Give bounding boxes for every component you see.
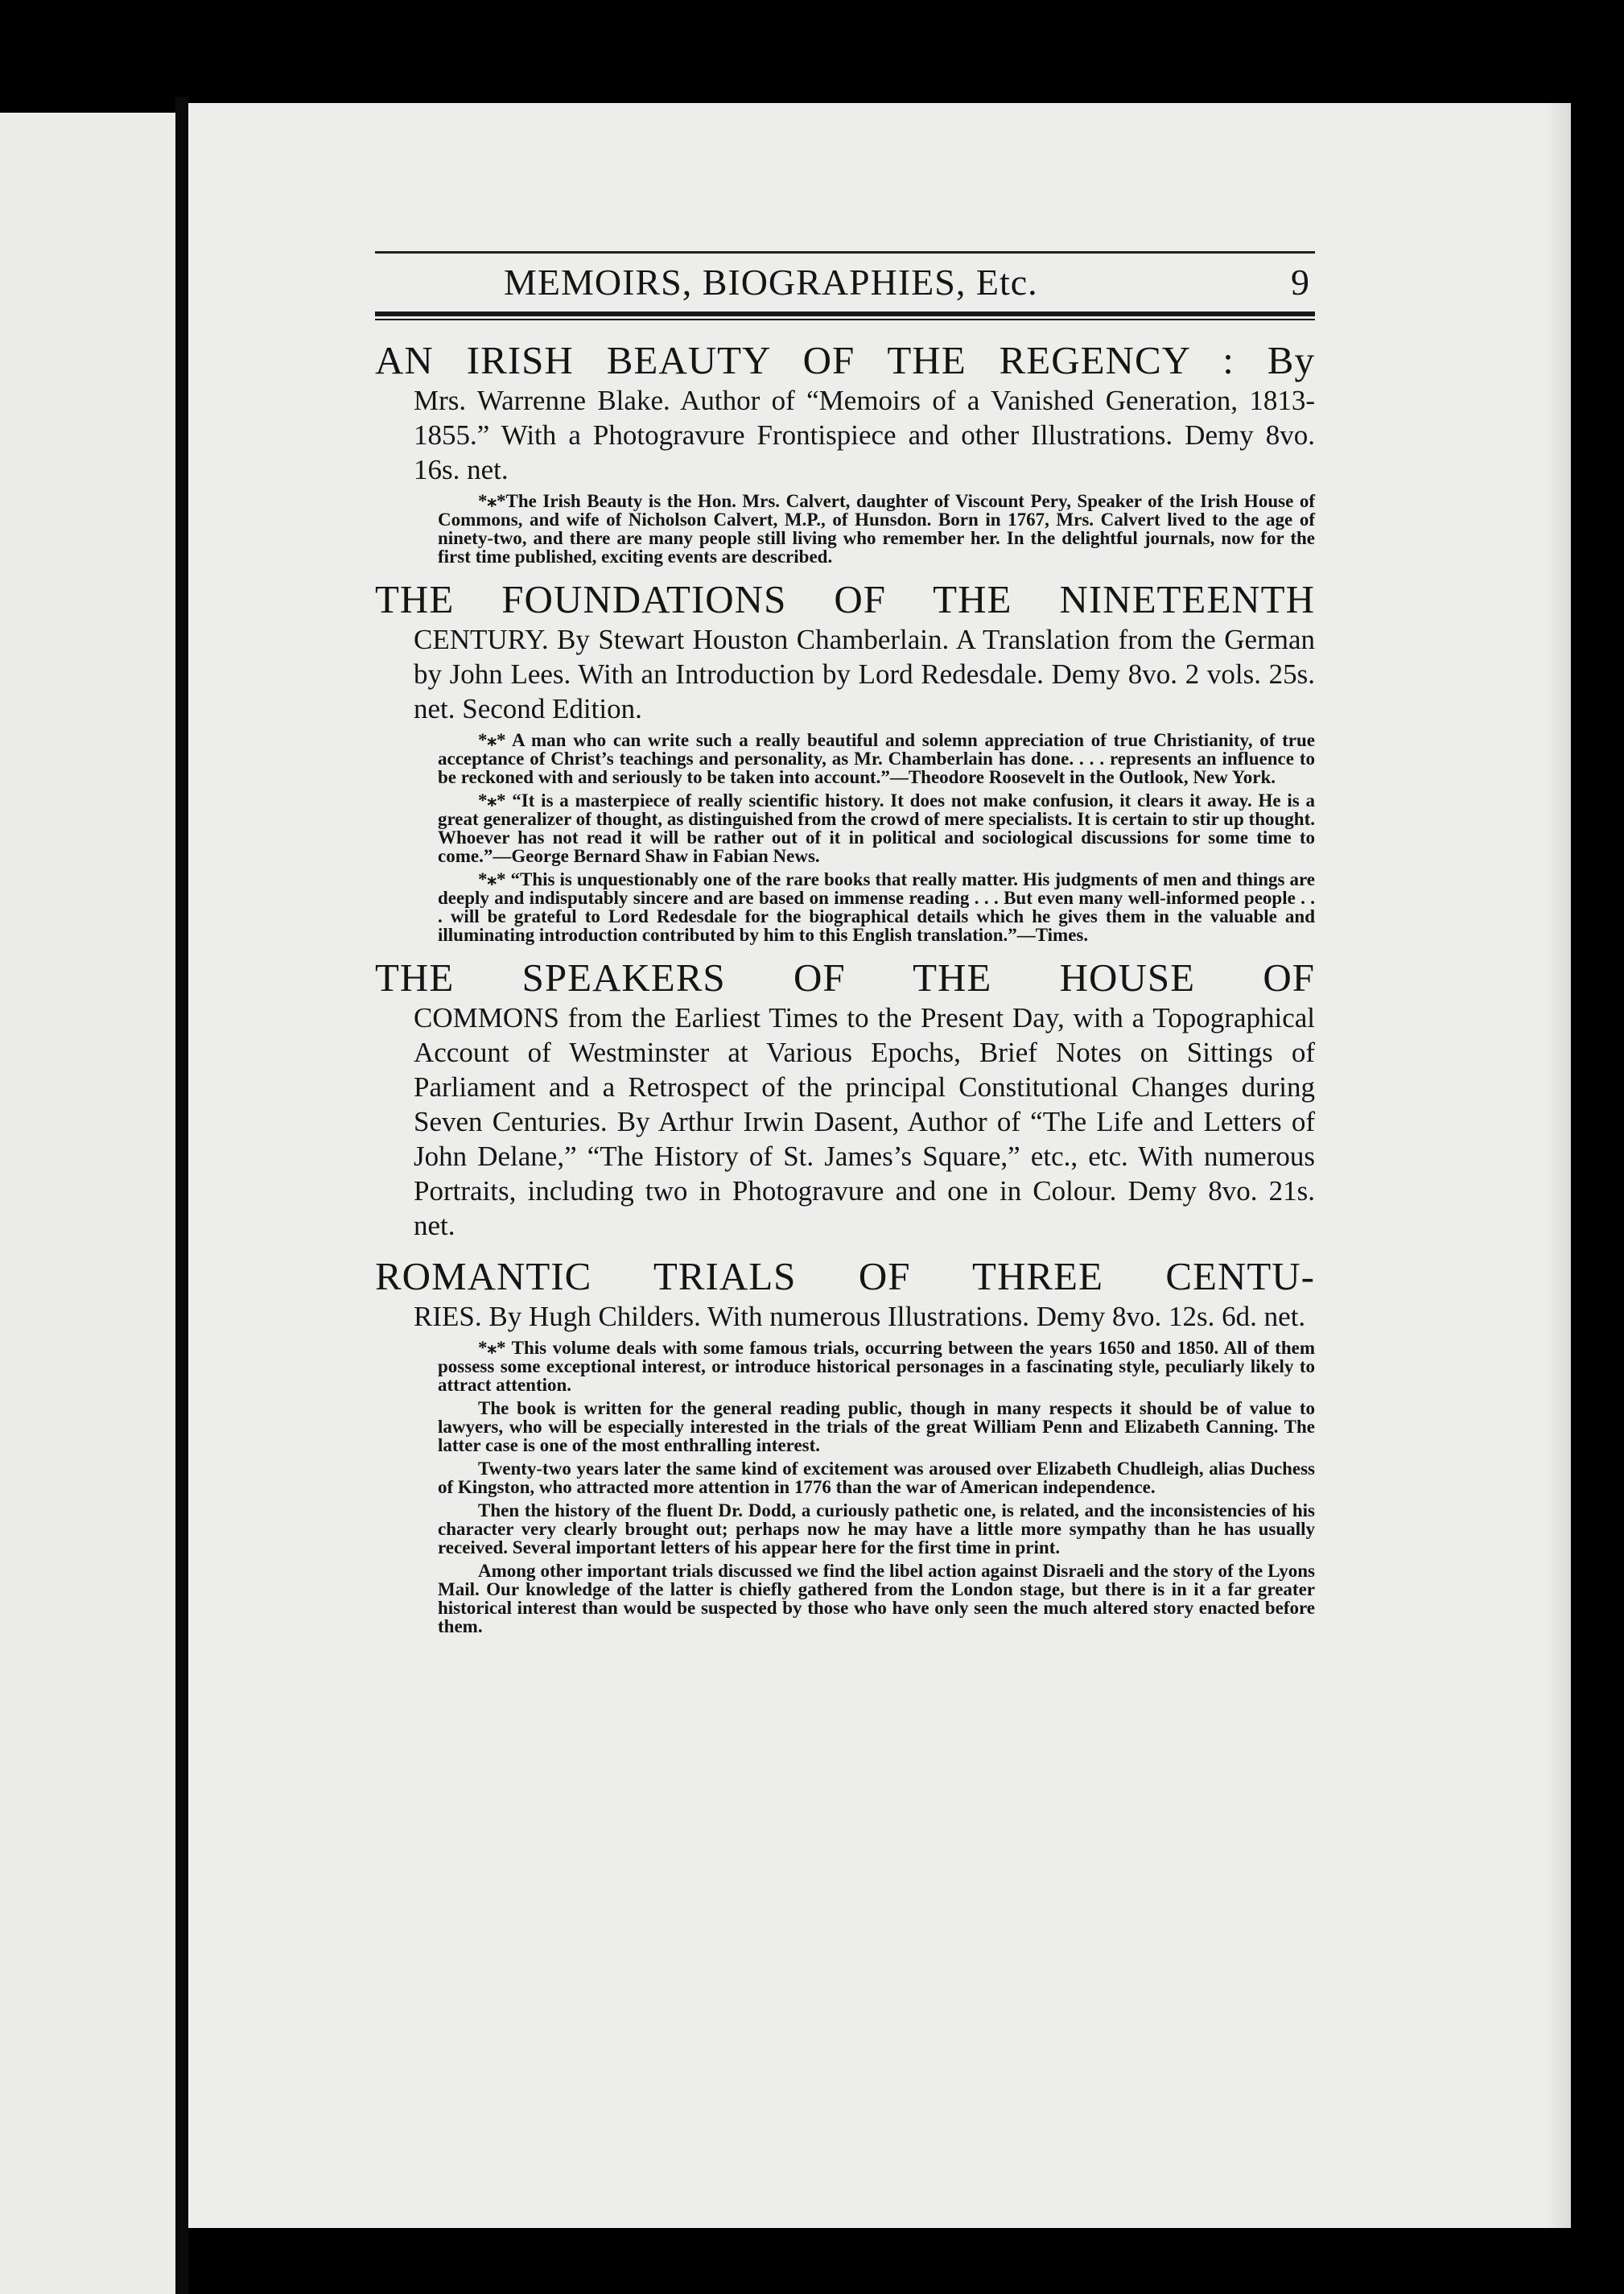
entry-title: THE FOUNDATIONS OF THE NINETEENTH [375, 577, 1315, 621]
entry-notes [375, 731, 1315, 944]
entry-description: CENTURY. By Stewart Houston Chamberlain. A Translation from the German by John Lees. With an Introduction by Lord Redesdale. Demy 8vo. 2 vols. 25s. net. Second Edition. [414, 624, 1315, 724]
note-paragraph: *⁎* This volume deals with some famous trials, occurring between the years 1650 and 1850. All of them possess some exceptional interest, or introduce historical personages in a fascinating style, peculiarly likely to attract attention. [438, 1338, 1315, 1395]
entry-notes [375, 1339, 1315, 1636]
header-rule-top [375, 251, 1315, 254]
page-edge-shadow [1545, 103, 1571, 2228]
page-number: 9 [1291, 262, 1310, 303]
page-content [375, 251, 1315, 1647]
book-entry [375, 338, 1315, 566]
book-entry [375, 577, 1315, 944]
header-rule-bottom [375, 312, 1315, 320]
note-paragraph: Then the history of the fluent Dr. Dodd, a curiously pathetic one, is related, and the inconsistencies of his character very clearly brought out; perhaps now he may have a little more sympathy than he has usually received. Several important letters of his appear here for the first time in print. [438, 1500, 1315, 1558]
note-paragraph: *⁎* “It is a masterpiece of really scientific history. It does not make confusion, it clears it away. He is a great generalizer of thought, as distinguished from the crowd of mere specialists. It is certain to stir up thought. Whoever has not read it will be rather out of it in political and sociological discussions for some time to come.”—George Bernard Shaw in Fabian News. [438, 790, 1315, 866]
entry-description: COMMONS from the Earliest Times to the Present Day, with a Topographical Account of Westminster at Various Epochs, Brief Notes on Sittings of Parliament and a Retrospect of the principal Constitutional Changes during Seven Centuries. By Arthur Irwin Dasent, Author of “The Life and Letters of John Delane,” “The History of St. James’s Square,” etc., etc. With numerous Portraits, including two in Photogravure and one in Colour. Demy 8vo. 21s. net. [414, 1002, 1315, 1241]
header-title: MEMOIRS, BIOGRAPHIES, Etc. [504, 262, 1038, 303]
note-paragraph: *⁎* A man who can write such a really beautiful and solemn appreciation of true Christianity, of true acceptance of Christ’s teachings and personality, as Mr. Chamberlain has done. . . . represents an influence to be reckoned with and seriously to be taken into account.”—Theodore Roosevelt in the Outlook, New York. [438, 730, 1315, 787]
note-paragraph: *⁎*The Irish Beauty is the Hon. Mrs. Calvert, daughter of Viscount Pery, Speaker of the Irish House of Commons, and wife of Nicholson Calvert, M.P., of Hunsdon. Born in 1767, Mrs. Calvert lived to the age of ninety-two, and there are many people still living who remember her. In the delightful journals, now for the first time published, exciting events are described. [438, 491, 1315, 567]
note-paragraph: *⁎* “This is unquestionably one of the rare books that really matter. His judgments of men and things are deeply and indisputably sincere and are based on immense reading . . . But even many well-informed people . . . will be grateful to Lord Redesdale for the biographical details which he gives them in the valuable and illuminating introduction contributed by him to this English translation.”—Times. [438, 869, 1315, 945]
entry-title: THE SPEAKERS OF THE HOUSE OF [375, 955, 1315, 1000]
entry-notes [375, 492, 1315, 566]
entry-title: AN IRISH BEAUTY OF THE REGENCY : By [375, 338, 1315, 382]
book-entry [375, 955, 1315, 1243]
book-gutter [175, 97, 188, 2294]
book-entry [375, 1254, 1315, 1636]
running-header [375, 262, 1315, 303]
entry-description: Mrs. Warrenne Blake. Author of “Memoirs of a Vanished Generation, 1813-1855.” With a Photogravure Frontispiece and other Illustrations. Demy 8vo. 16s. net. [414, 385, 1315, 485]
note-paragraph: The book is written for the general reading public, though in many respects it should be of value to lawyers, who will be especially interested in the trials of the great William Penn and Elizabeth Canning. The latter case is one of the most enthralling interest. [438, 1398, 1315, 1455]
entry-description: RIES. By Hugh Childers. With numerous Illustrations. Demy 8vo. 12s. 6d. net. [414, 1301, 1306, 1332]
entry-title: ROMANTIC TRIALS OF THREE CENTU- [375, 1254, 1315, 1298]
note-paragraph: Twenty-two years later the same kind of excitement was aroused over Elizabeth Chudleigh, alias Duchess of Kingston, who attracted more attention in 1776 than the war of American independence. [438, 1459, 1315, 1497]
note-paragraph: Among other important trials discussed we find the libel action against Disraeli and the story of the Lyons Mail. Our knowledge of the latter is chiefly gathered from the London stage, but there is in it a far greater historical interest than would be suspected by those who have only seen the much altered story enacted before them. [438, 1561, 1315, 1636]
facing-page-edge [0, 113, 175, 2294]
